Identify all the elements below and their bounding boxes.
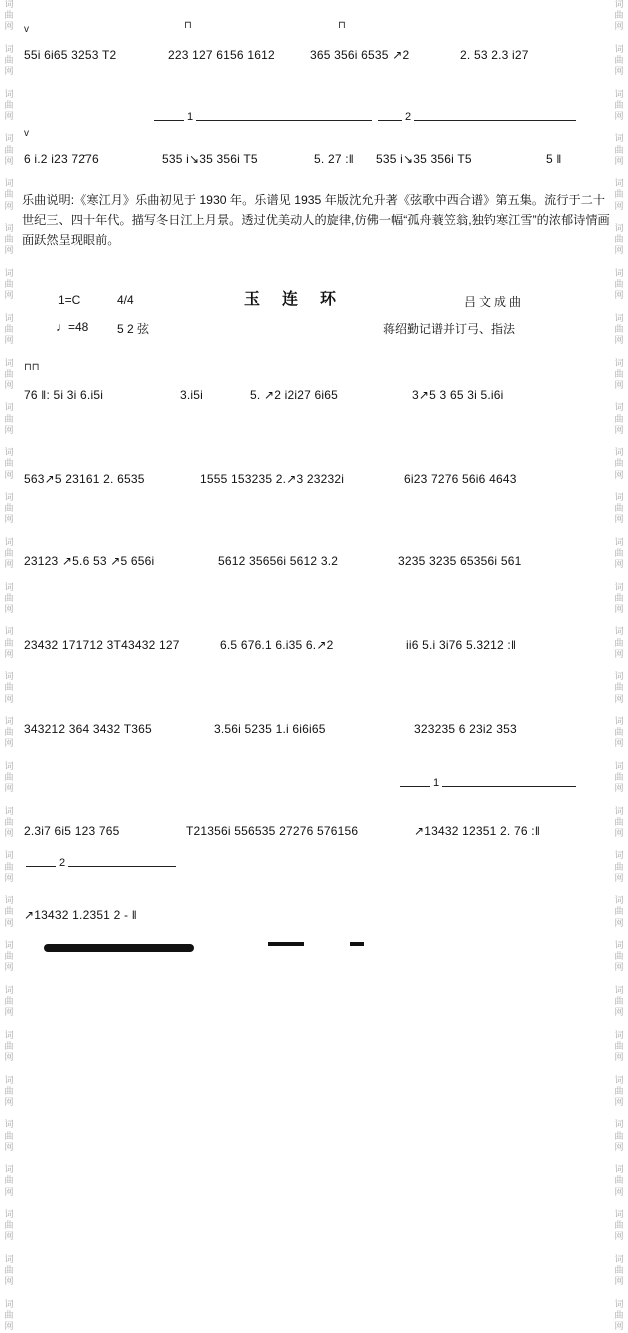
first-ending-bracket-2 xyxy=(400,777,576,797)
measure: ii6 5.i 3i76 5.3212 :‖ xyxy=(406,638,517,652)
measure: ↗13432 1.2351 2 - ‖ xyxy=(24,908,137,922)
measure: 535 i↘35 356i T5 xyxy=(162,152,258,166)
score-row-5 xyxy=(22,538,610,572)
tempo: ♩=48 xyxy=(56,320,89,334)
measure: 1555 153235 2.↗3 23232i xyxy=(200,472,345,486)
watermark-left: 词 曲 网 词 曲 网 词 曲 网 词 曲 网 词 曲 网 词 曲 网 词 曲 网 词 曲 网 词 曲 网 词 曲 网 词 曲 网 词 曲 网 词 曲 网 词 曲 网 词 曲 网 词 曲 网 词 曲 网 词 曲 网 词 曲 网 词 曲 网 词 曲 网 词 曲 网 词 曲 网 词 曲 网 词 曲 网 词 曲 网 词 曲 网 词 曲 网 词 曲 网 词 曲 网 xyxy=(4,0,14,1332)
measure: 535 i↘35 356i T5 xyxy=(376,152,472,166)
measure: 2. 53 2.3 i27 xyxy=(460,48,529,62)
measure: 2.3i7 6i5 123 765 xyxy=(24,824,120,838)
composer: 吕文成曲 xyxy=(464,295,525,309)
measure: 343212 364 3432 T365 xyxy=(24,722,152,736)
measure: 23123 ↗5.6 53 ↗5 656i xyxy=(24,554,155,568)
scan-artifact xyxy=(44,944,194,952)
measure: 3.i5i xyxy=(180,388,204,402)
measure: 6 i.2 i23 72̄76 xyxy=(24,152,99,166)
key-signature: 1=C xyxy=(58,293,81,307)
first-ending-label-2: 1 xyxy=(430,777,442,789)
score-row-8 xyxy=(22,808,610,842)
measure: 6i23 7276 56i6 4643 xyxy=(404,472,517,486)
measure: 5. ↗2 i2i27 6i65 xyxy=(250,388,338,402)
score-row-1: v ⊓ ⊓ 55i 6i65 3253 T2 223 127 6156 1612 365 356i 6535 ↗2 2. 53 2.3 i27 xyxy=(24,20,529,62)
score-row-6 xyxy=(22,622,610,656)
measure: ↗13432 12351 2. 76 :‖ xyxy=(414,824,540,838)
score-row-4 xyxy=(22,456,610,490)
measure: 323235 6 23i2 353 xyxy=(414,722,517,736)
score-row-2: v 6 i.2 i23 72̄76 535 i↘35 356i T5 5. 27 :‖ 535 i↘35 356i T5 5 ‖ xyxy=(24,128,562,166)
scan-artifact xyxy=(268,942,304,946)
measure: 55i 6i65 3253 T2 xyxy=(24,48,117,62)
measure: 563↗5 23161 2. 6535 xyxy=(24,472,145,486)
second-ending-label: 2 xyxy=(402,111,414,123)
arranger: 蒋绍勤记谱并订弓、指法 xyxy=(383,322,516,336)
piece-description: 乐曲说明:《寒江月》乐曲初见于 1930 年。乐谱见 1935 年版沈允升著《弦歌中西合谱》第五集。流行于二十世纪三、四十年代。描写冬日江上月景。透过优美动人的旋律,仿佛一幅“孤舟蓑笠翁,独钓寒江雪”的浓郁诗情画面跃然呈现眼前。 xyxy=(22,193,610,247)
score-row-3: ⊓⊓ 76 ‖: 5i 3i 6.i5i 3.i5i 5. ↗2 i2i27 6i65 3↗5 3 65 3i 5.i6i xyxy=(24,362,504,402)
score-row-9 xyxy=(22,892,610,926)
page-title: 玉连环 xyxy=(244,289,359,308)
scan-artifact xyxy=(350,942,364,946)
first-ending-label: 1 xyxy=(184,111,196,123)
measure: 223 127 6156 1612 xyxy=(168,48,275,62)
second-ending-label-2: 2 xyxy=(56,857,68,869)
measure: 23432 171712 3T43432 127 xyxy=(24,638,180,652)
score-row-7 xyxy=(22,706,610,740)
second-ending-bracket xyxy=(378,111,576,131)
measure: 365 356i 6535 ↗2 xyxy=(310,48,410,62)
measure: 5 ‖ xyxy=(546,152,562,166)
measure: T21356i 556535 27276 576156 xyxy=(186,824,359,838)
second-ending-bracket-2 xyxy=(26,857,176,877)
first-ending-bracket xyxy=(154,111,372,131)
string-tuning: 5 2 弦 xyxy=(117,322,150,336)
measure: 5. 27 :‖ xyxy=(314,152,354,166)
measure: 6.5 676.1 6.i35 6.↗2 xyxy=(220,638,334,652)
measure: 3.56i 5235 1.i 6i6i65 xyxy=(214,722,326,736)
time-signature: 4/4 xyxy=(117,293,134,307)
watermark-right: 词 曲 网 词 曲 网 词 曲 网 词 曲 网 词 曲 网 词 曲 网 词 曲 网 词 曲 网 词 曲 网 词 曲 网 词 曲 网 词 曲 网 词 曲 网 词 曲 网 词 曲 网 词 曲 网 词 曲 网 词 曲 网 词 曲 网 词 曲 网 词 曲 网 词 曲 网 词 曲 网 词 曲 网 词 曲 网 词 曲 网 词 曲 网 词 曲 网 词 曲 网 词 曲 网 xyxy=(614,0,624,1332)
measure: 76 ‖: 5i 3i 6.i5i xyxy=(24,388,104,402)
measure: 3235 3235 65356i 561 xyxy=(398,554,522,568)
measure: 5612 35656i 5612 3.2 xyxy=(218,554,339,568)
measure: 3↗5 3 65 3i 5.i6i xyxy=(412,388,504,402)
